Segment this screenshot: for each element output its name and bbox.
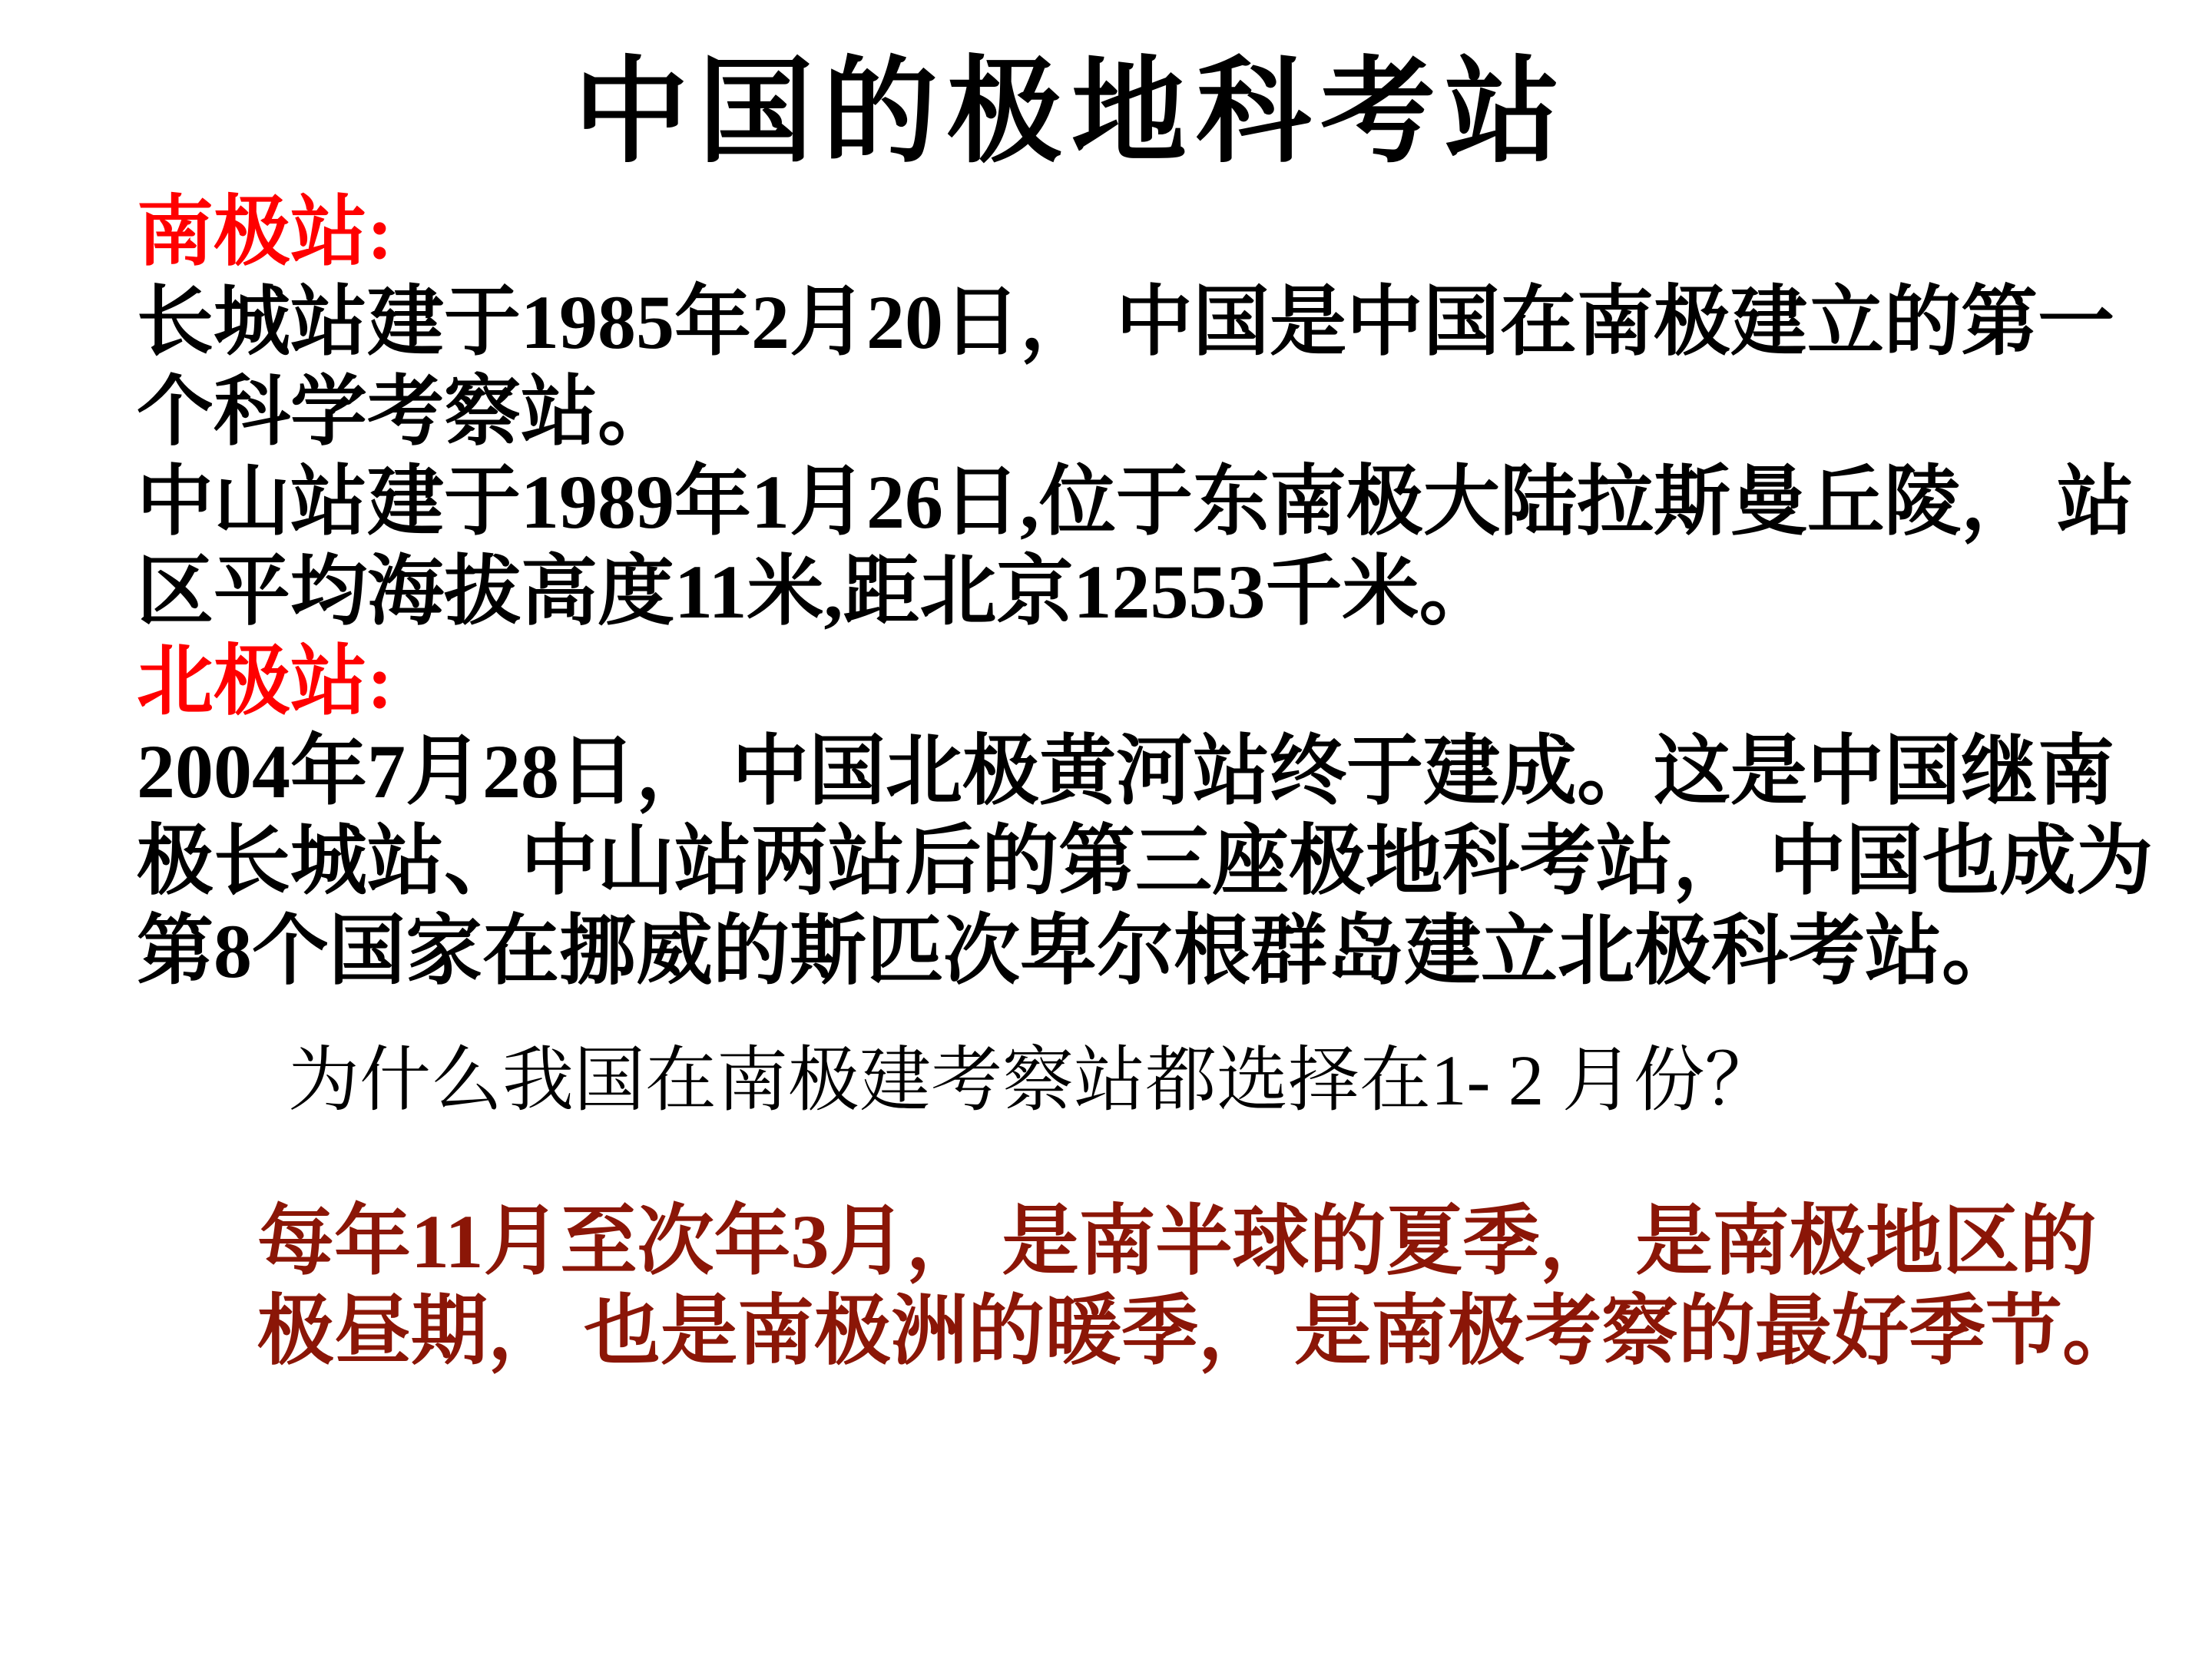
answer-line-1: 每年11月至次年3月， 是南半球的夏季， 是南极地区的 [257, 1199, 2097, 1284]
antarctic-station-label: 南极站: [137, 190, 393, 275]
body-line-huanghe-1: 2004年7月28日， 中国北极黄河站终于建成。这是中国继南 [137, 729, 2114, 814]
station-info-block [137, 187, 2212, 996]
body-line-huanghe-3: 第8个国家在挪威的斯匹次卑尔根群岛建立北极科考站。 [137, 909, 2018, 994]
answer-block [257, 1197, 2212, 1376]
discussion-question: 为什么我国在南极建考察站都选择在1- 2 月份？ [288, 1041, 1777, 1121]
body-line-zhongshan-1: 中山站建于1989年1月26日,位于东南极大陆拉斯曼丘陵， 站 [137, 459, 2134, 545]
body-line-huanghe-2: 极长城站、中山站两站后的第三座极地科考站， 中国也成为 [137, 819, 2153, 904]
body-line-zhongshan-2: 区平均海拔高度11米,距北京12553千米。 [137, 549, 1496, 634]
slide-title: 中国的极地科考站 [573, 47, 1569, 176]
body-line-changcheng-1: 长城站建于1985年2月20日， 中国是中国在南极建立的第一 [137, 280, 2114, 365]
answer-line-2: 极昼期， 也是南极洲的暖季， 是南极考察的最好季节。 [257, 1289, 2139, 1374]
arctic-station-label: 北极站: [137, 639, 393, 724]
body-line-changcheng-2: 个科学考察站。 [137, 369, 674, 455]
